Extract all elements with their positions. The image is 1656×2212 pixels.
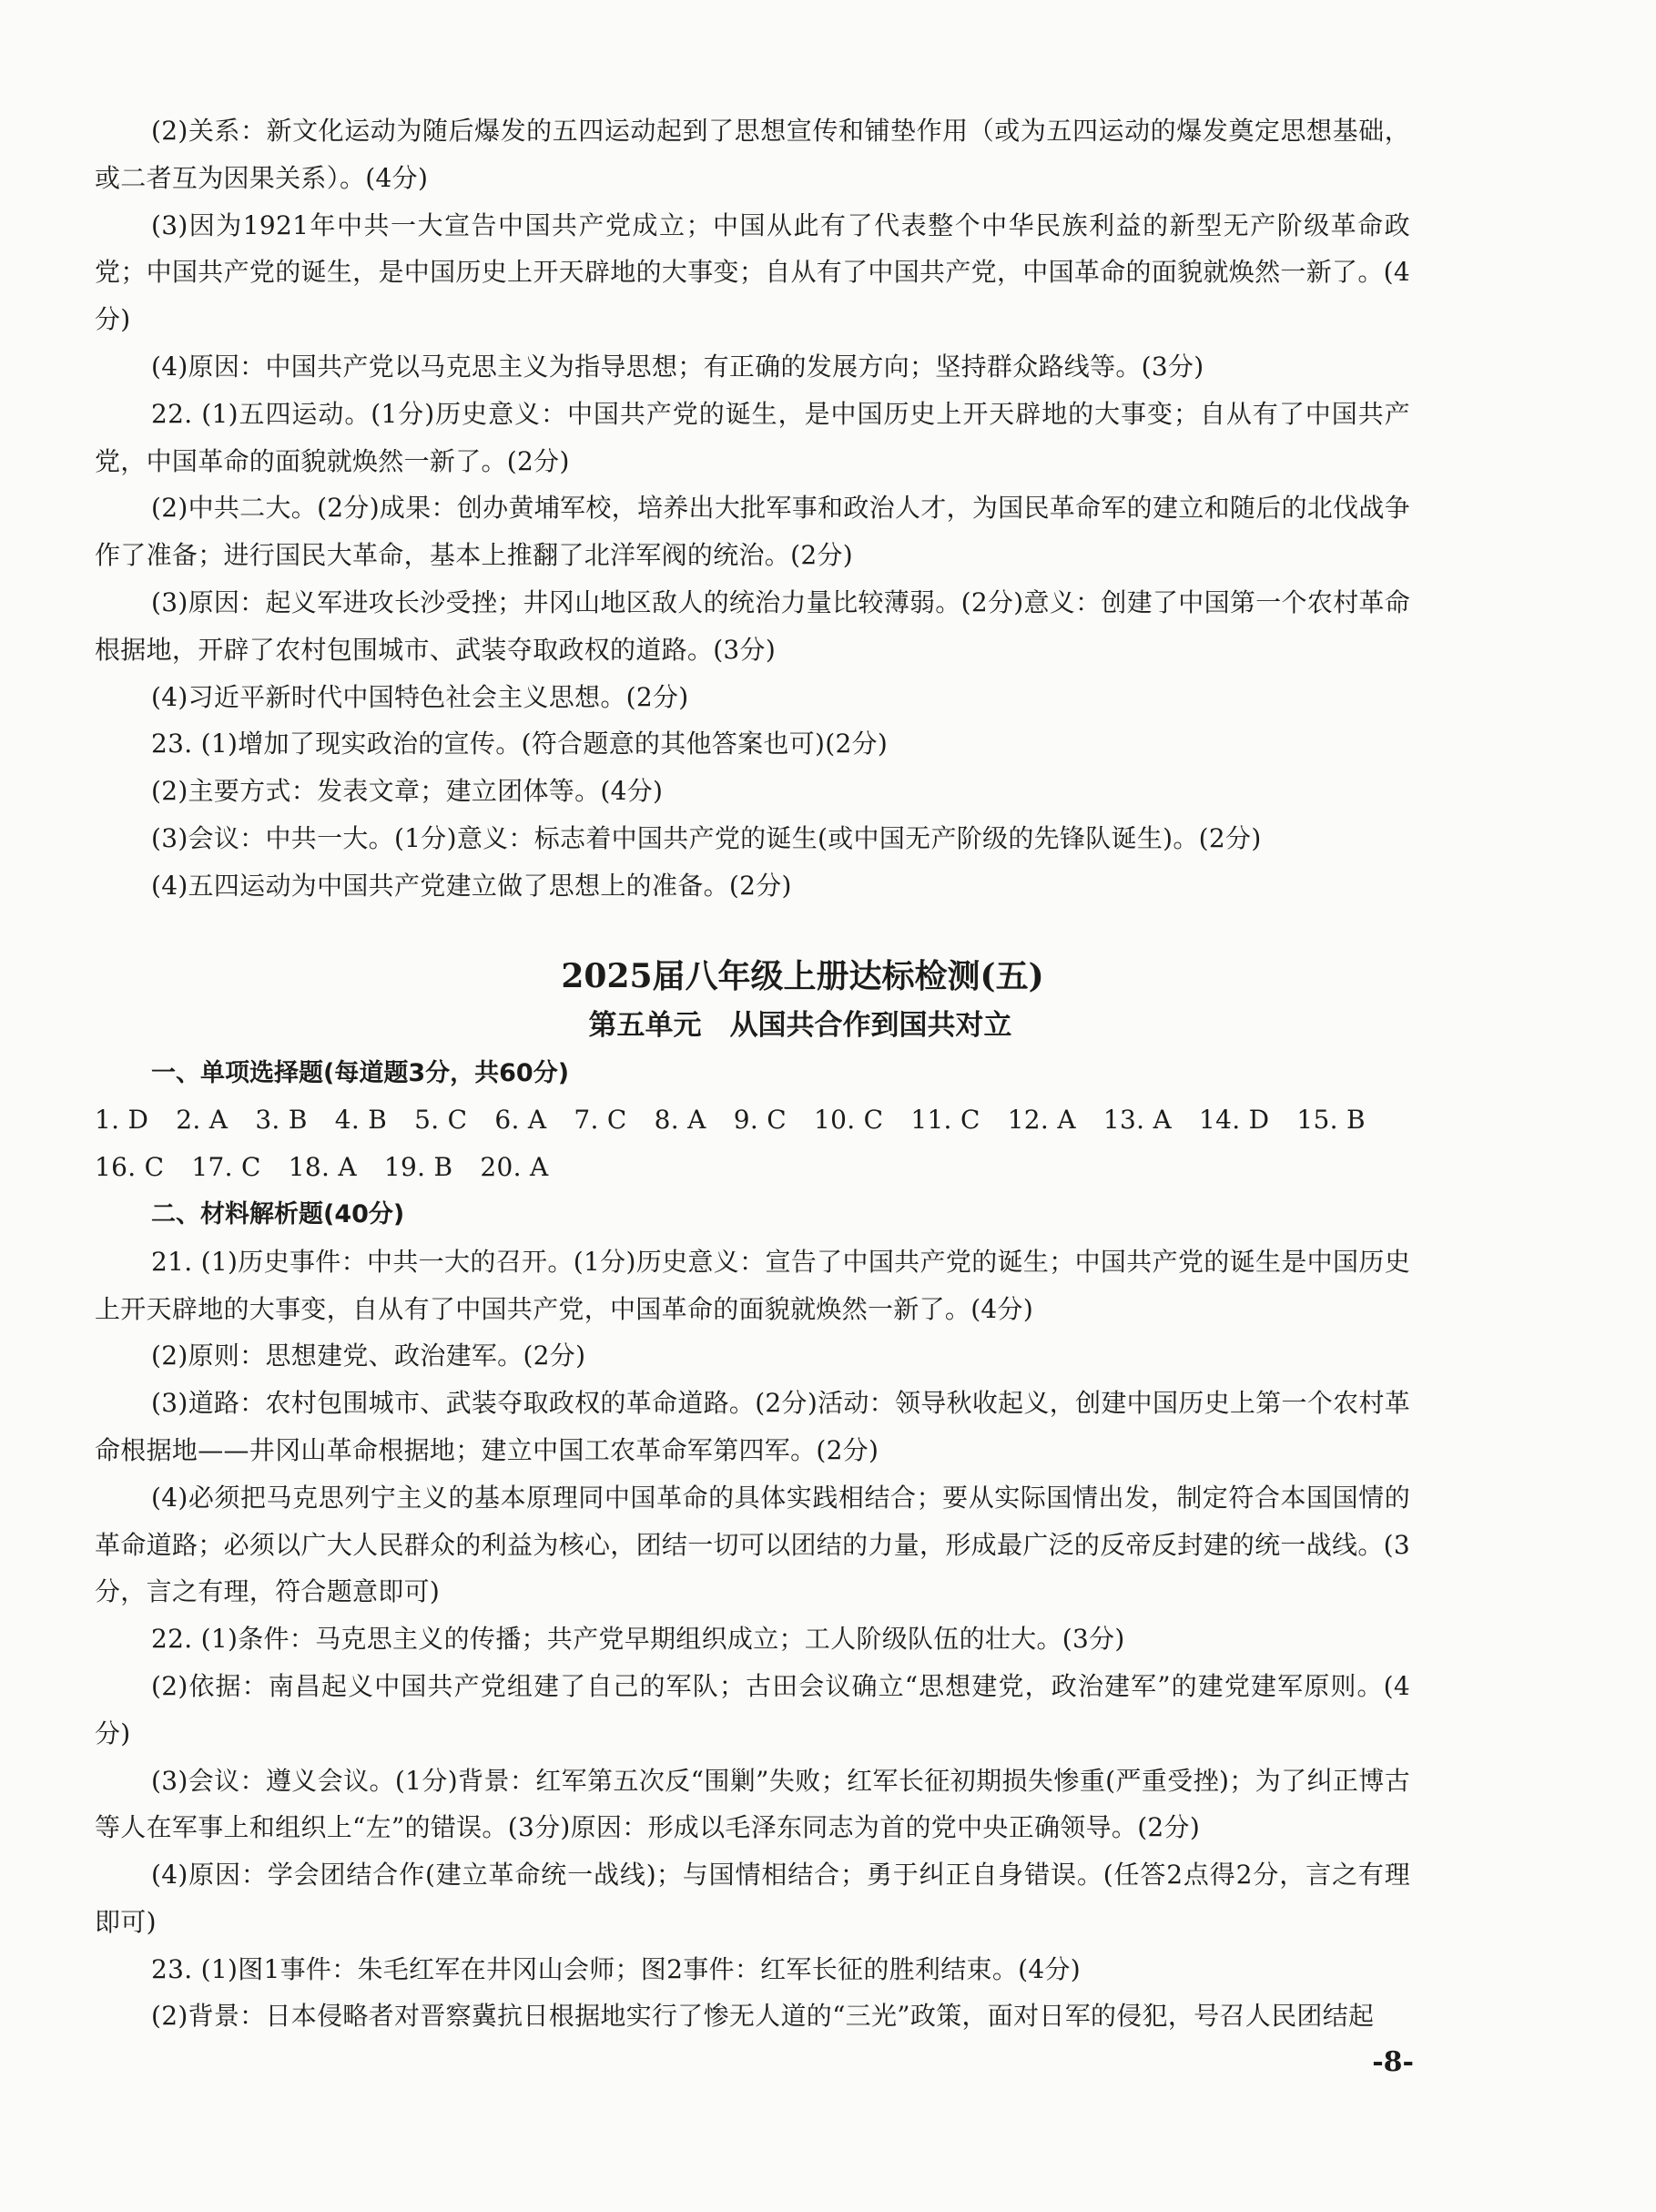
answer-paragraph: (4)必须把马克思列宁主义的基本原理同中国革命的具体实践相结合；要从实际国情出发，制定符合本国国情的革命道路；必须以广大人民群众的利益为核心，团结一切可以团结的力量，形成最广泛的反帝反封建的统一战线。(3分，言之有理，符合题意即可) [95, 1482, 1410, 1607]
choice-answers-row [95, 1096, 1410, 1144]
answer-paragraph: (2)原则：思想建党、政治建军。(2分) [151, 1340, 586, 1371]
answer-paragraph: (4)五四运动为中国共产党建立做了思想上的准备。(2分) [151, 870, 792, 901]
choice-answer: 12. A [1007, 1105, 1076, 1136]
answer-paragraph: 22. (1)条件：马克思主义的传播；共产党早期组织成立；工人阶级队伍的壮大。(3分) [151, 1624, 1125, 1655]
choice-answer: 2. A [176, 1105, 229, 1136]
section-heading-choice: 一、单项选择题(每道题3分，共60分) [151, 1058, 570, 1087]
choice-answer: 10. C [813, 1105, 884, 1136]
answer-paragraph: (3)会议：中共一大。(1分)意义：标志着中国共产党的诞生(或中国无产阶级的先锋队诞生)。(2分) [151, 822, 1262, 853]
choice-answer: 14. D [1199, 1105, 1270, 1136]
answer-paragraph: (4)原因：学会团结合作(建立革命统一战线)；与国情相结合；勇于纠正自身错误。(任答2点得2分，言之有理即可) [95, 1860, 1410, 1937]
answer-paragraph: (2)主要方式：发表文章；建立团体等。(4分) [151, 776, 664, 807]
section-heading-material: 二、材料解析题(40分) [151, 1199, 405, 1228]
answer-paragraph: (4)习近平新时代中国特色社会主义思想。(2分) [151, 681, 689, 712]
choice-answer: 19. B [383, 1152, 453, 1183]
answer-paragraph: 22. (1)五四运动。(1分)历史意义：中国共产党的诞生，是中国历史上开天辟地的大事变；自从有了中国共产党，中国革命的面貌就焕然一新了。(2分) [95, 398, 1410, 476]
choice-answer: 4. B [334, 1105, 388, 1136]
page-content [95, 107, 1410, 2040]
answer-paragraph: 23. (1)图1事件：朱毛红军在井冈山会师；图2事件：红军长征的胜利结束。(4分) [151, 1953, 1081, 1984]
answer-paragraph: (3)道路：农村包围城市、武装夺取政权的革命道路。(2分)活动：领导秋收起义，创建中国历史上第一个农村革命根据地——井冈山革命根据地；建立中国工农革命军第四军。(2分) [95, 1388, 1410, 1465]
choice-answers-row [95, 1144, 1410, 1191]
choice-answer: 11. C [910, 1105, 980, 1136]
choice-answer: 6. A [494, 1105, 547, 1136]
choice-answer: 18. A [288, 1152, 357, 1183]
page-title: 2025届八年级上册达标检测(五) [561, 956, 1044, 995]
answer-paragraph: (2)关系：新文化运动为随后爆发的五四运动起到了思想宣传和铺垫作用（或为五四运动的爆发奠定思想基础，或二者互为因果关系）。(4分) [95, 116, 1410, 193]
answer-paragraph: (3)原因：起义军进攻长沙受挫；井冈山地区敌人的统治力量比较薄弱。(2分)意义：创建了中国第一个农村革命根据地，开辟了农村包围城市、武装夺取政权的道路。(3分) [95, 586, 1410, 665]
choice-answer: 13. A [1102, 1105, 1172, 1136]
unit-subtitle: 第五单元 从国共合作到国共对立 [588, 1008, 1012, 1042]
answer-paragraph: (2)中共二大。(2分)成果：创办黄埔军校，培养出大批军事和政治人才，为国民革命军的建立和随后的北伐战争作了准备；进行国民大革命，基本上推翻了北洋军阀的统治。(2分) [95, 493, 1410, 571]
choice-answer: 8. A [654, 1105, 706, 1136]
choice-answer: 9. C [733, 1105, 787, 1136]
choice-answer: 20. A [480, 1152, 549, 1183]
choice-answer: 17. C [191, 1152, 261, 1183]
choice-answer: 5. C [414, 1105, 468, 1136]
answer-paragraph: 23. (1)增加了现实政治的宣传。(符合题意的其他答案也可)(2分) [151, 729, 889, 759]
choice-answer: 1. D [95, 1105, 149, 1136]
answer-paragraph: 21. (1)历史事件：中共一大的召开。(1分)历史意义：宣告了中国共产党的诞生；中国共产党的诞生是中国历史上开天辟地的大事变，自从有了中国共产党，中国革命的面貌就焕然一新了。(4分) [95, 1246, 1410, 1324]
choice-answer: 3. B [255, 1105, 308, 1136]
choice-answer: 7. C [574, 1105, 627, 1136]
page-number: -8- [1372, 2046, 1414, 2078]
choice-answer: 15. B [1296, 1105, 1366, 1136]
choice-answer: 16. C [95, 1152, 165, 1183]
answer-paragraph: (3)因为1921年中共一大宣告中国共产党成立；中国从此有了代表整个中华民族利益的新型无产阶级革命政党；中国共产党的诞生，是中国历史上开天辟地的大事变；自从有了中国共产党，中国革命的面貌就焕然一新了。(4分) [95, 209, 1410, 335]
answer-paragraph: (2)依据：南昌起义中国共产党组建了自己的军队；古田会议确立“思想建党，政治建军”的建党建军原则。(4分) [95, 1670, 1410, 1748]
answer-paragraph: (3)会议：遵义会议。(1分)背景：红军第五次反“围剿”失败；红军长征初期损失惨重(严重受挫)；为了纠正博古等人在军事上和组织上“左”的错误。(3分)原因：形成以毛泽东同志为首的党中央正确领导。(2分) [95, 1765, 1410, 1843]
answer-paragraph: (4)原因：中国共产党以马克思主义为指导思想；有正确的发展方向；坚持群众路线等。(3分) [151, 351, 1204, 382]
answer-paragraph: (2)背景：日本侵略者对晋察冀抗日根据地实行了惨无人道的“三光”政策，面对日军的侵犯，号召人民团结起 [151, 2001, 1375, 2032]
